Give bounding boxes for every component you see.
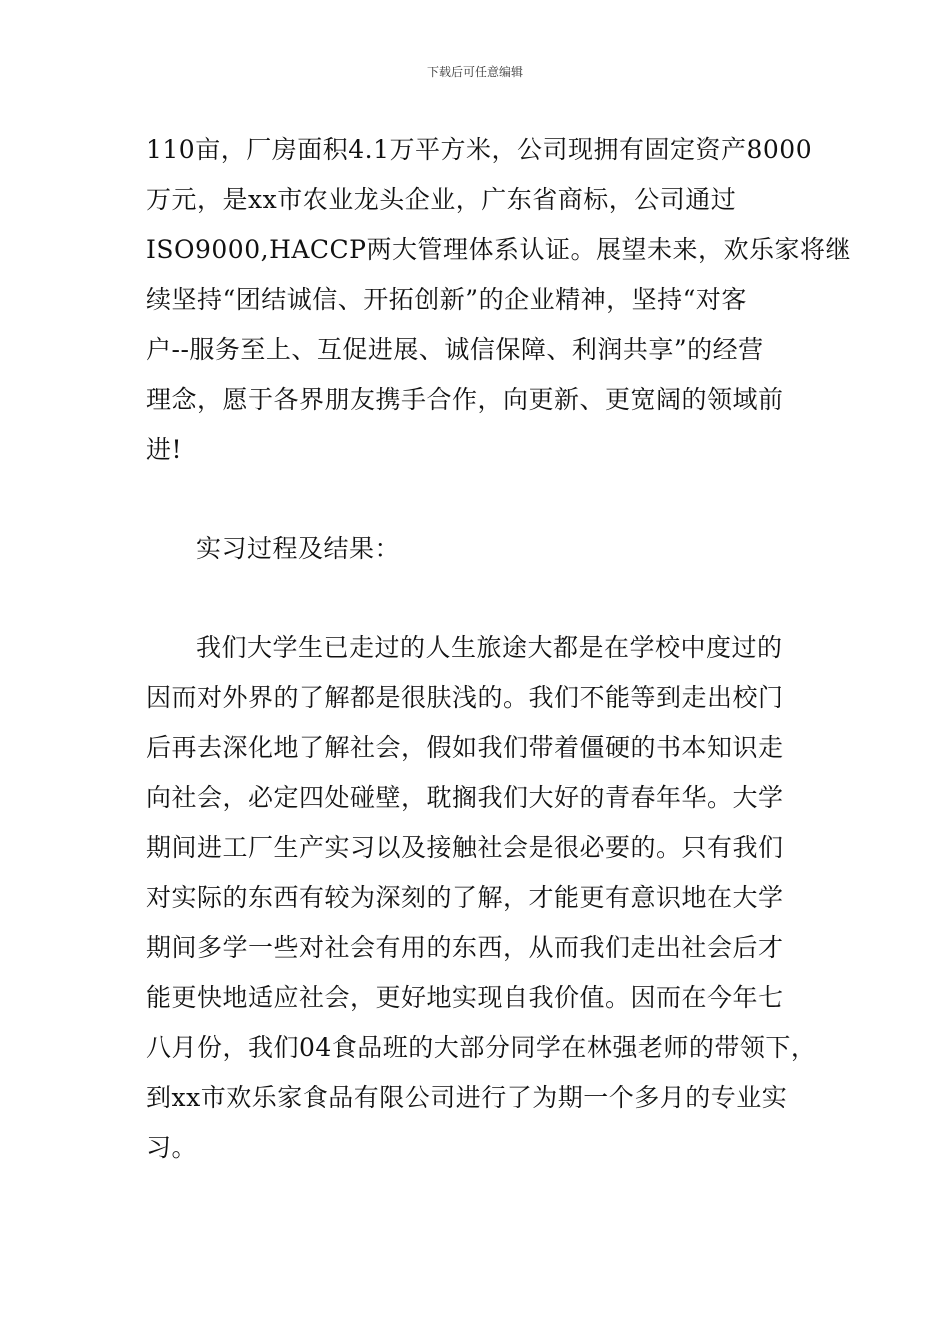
text-line: ISO9000,HACCP两大管理体系认证。展望未来，欢乐家将继	[146, 235, 852, 264]
text-line: 我们大学生已走过的人生旅途大都是在学校中度过的	[196, 633, 783, 662]
page-header: 下载后可任意编辑	[426, 65, 523, 79]
text-line: 万元，是xx市农业龙头企业，广东省商标，公司通过	[146, 185, 737, 214]
text-line: 习。	[146, 1133, 198, 1162]
text-line: 向社会，必定四处碰壁，耽搁我们大好的青春年华。大学	[146, 783, 784, 812]
text-line: 能更快地适应社会，更好地实现自我价值。因而在今年七	[146, 983, 784, 1012]
text-line: 后再去深化地了解社会，假如我们带着僵硬的书本知识走	[146, 733, 784, 762]
text-line: 到xx市欢乐家食品有限公司进行了为期一个多月的专业实	[146, 1083, 788, 1112]
text-line: 110亩，厂房面积4.1万平方米，公司现拥有固定资产8000	[146, 135, 813, 164]
section-heading: 实习过程及结果：	[196, 534, 401, 563]
text-line: 对实际的东西有较为深刻的了解，才能更有意识地在大学	[146, 883, 784, 912]
text-line: 进!	[146, 435, 183, 464]
text-line: 八月份，我们04食品班的大部分同学在林强老师的带领下，	[146, 1033, 817, 1062]
text-line: 期间多学一些对社会有用的东西，从而我们走出社会后才	[146, 933, 784, 962]
text-line: 因而对外界的了解都是很肤浅的。我们不能等到走出校门	[146, 683, 784, 712]
text-line: 续坚持“团结诚信、开拓创新”的企业精神，坚持“对客	[146, 285, 747, 314]
text-line: 期间进工厂生产实习以及接触社会是很必要的。只有我们	[146, 833, 784, 862]
text-line: 理念，愿于各界朋友携手合作，向更新、更宽阔的领域前	[146, 385, 784, 414]
text-line: 户--服务至上、互促进展、诚信保障、利润共享”的经营	[146, 335, 764, 364]
